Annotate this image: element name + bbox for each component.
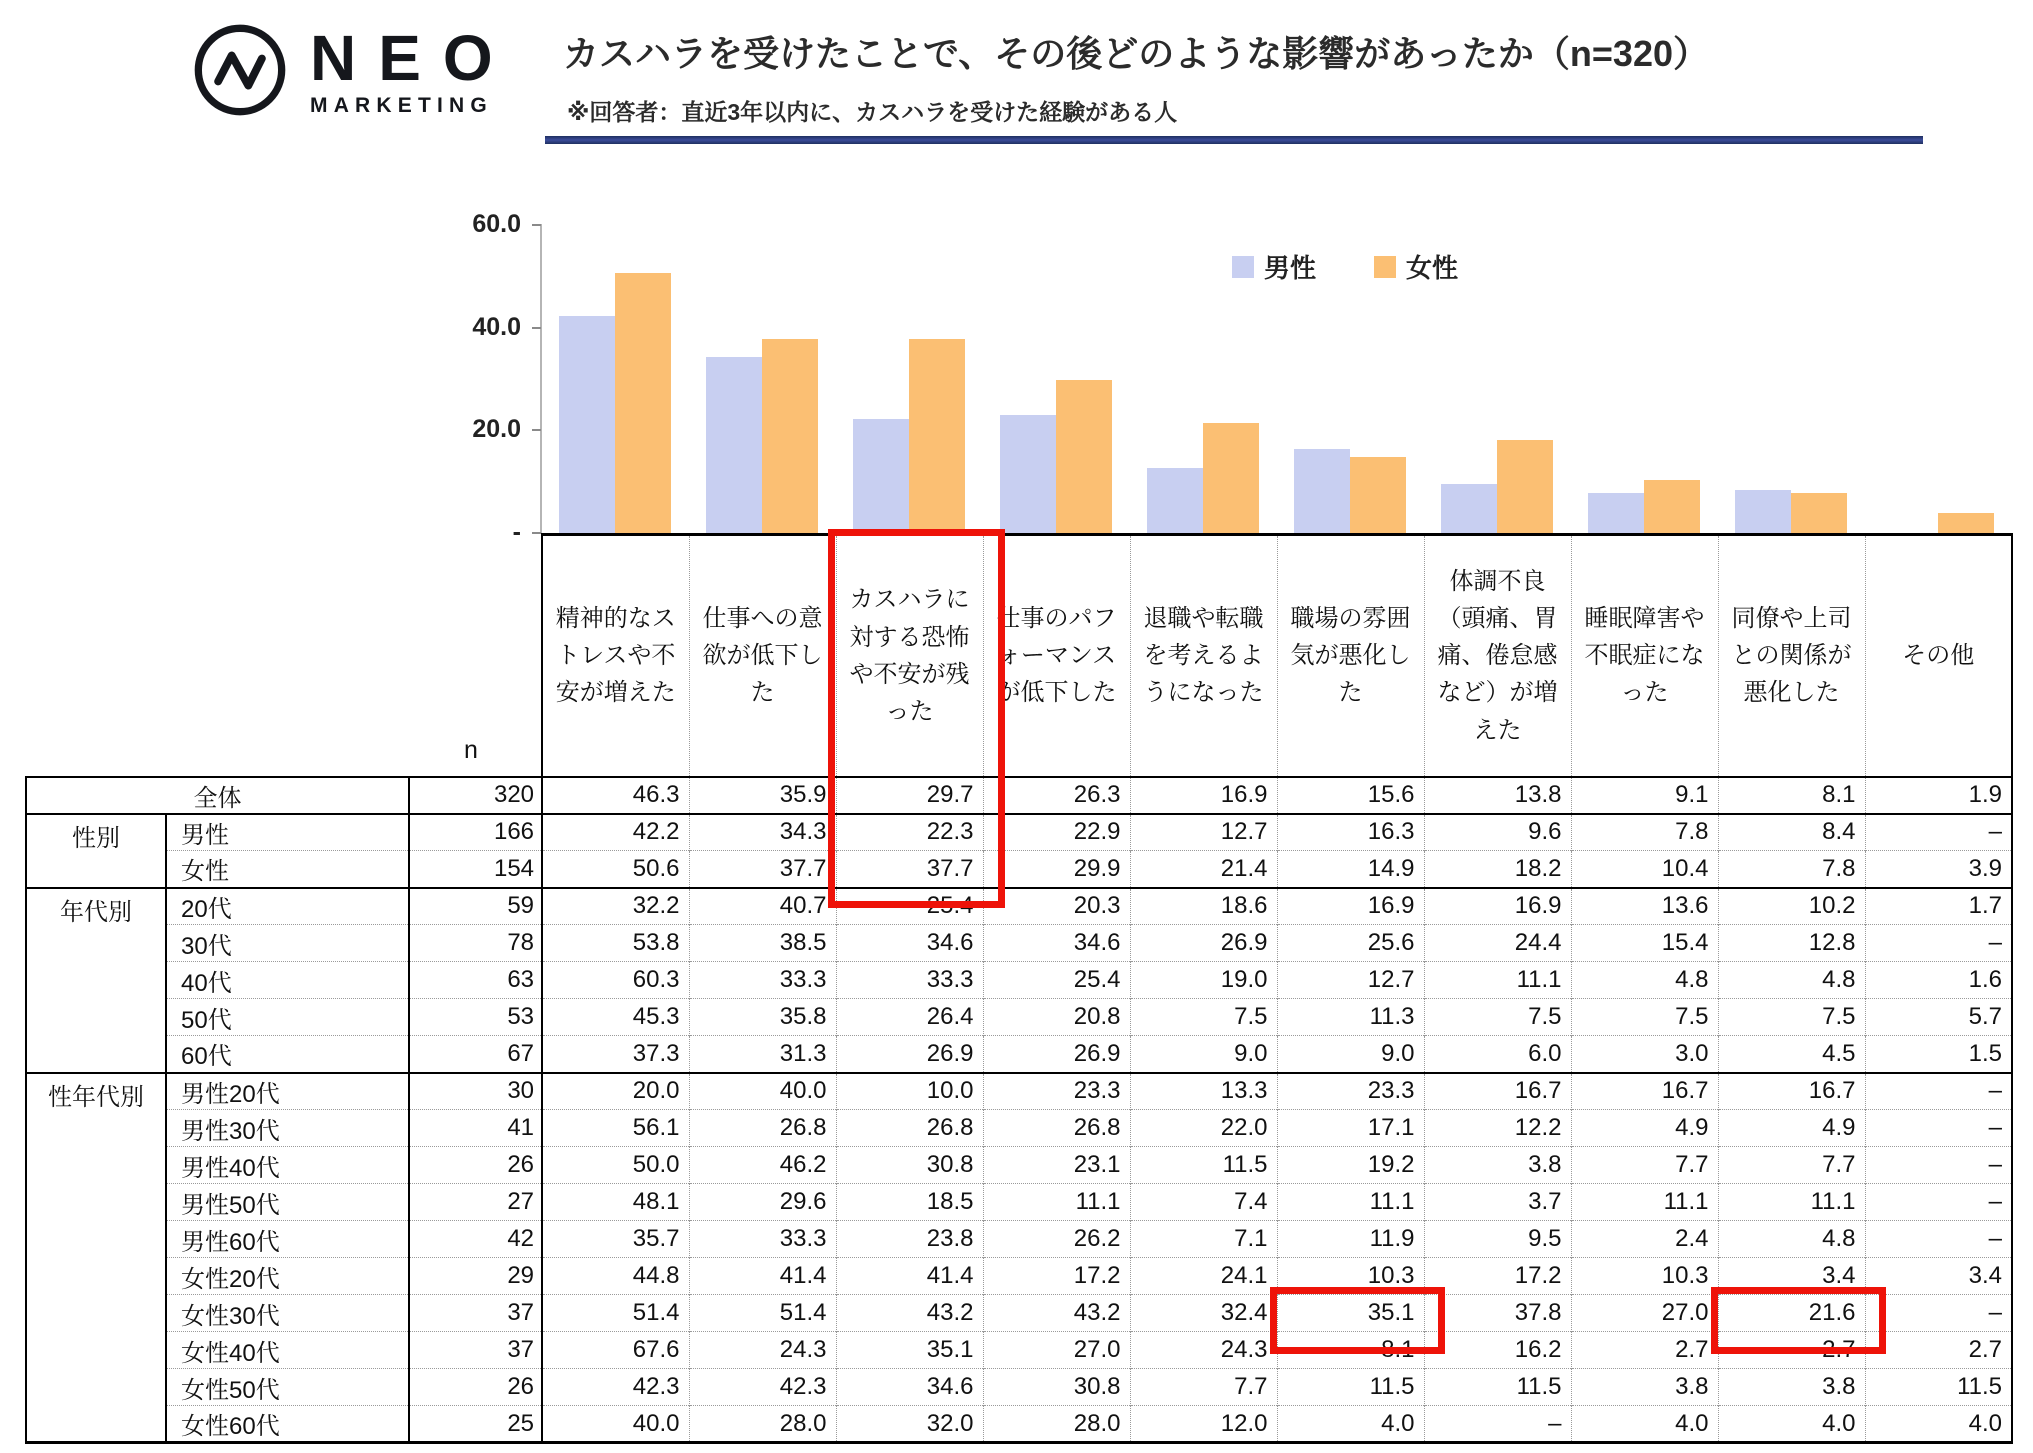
cell-value: 3.9: [1865, 851, 2012, 888]
cell-value: –: [1865, 1184, 2012, 1221]
cell-value: 48.1: [542, 1184, 689, 1221]
cell-value: 42.3: [689, 1369, 836, 1406]
cell-value: 7.7: [1571, 1147, 1718, 1184]
cell-value: 28.0: [689, 1406, 836, 1443]
cell-value: 1.5: [1865, 1036, 2012, 1073]
cell-value: 2.4: [1571, 1221, 1718, 1258]
neo-marketing-logo: [190, 20, 515, 120]
row-label: 女性60代: [166, 1406, 409, 1443]
cell-n: 63: [409, 962, 542, 999]
cell-value: 9.5: [1424, 1221, 1571, 1258]
logo-textblock: [310, 20, 515, 118]
bar-male: [559, 316, 615, 533]
cell-value: 3.8: [1571, 1369, 1718, 1406]
cell-n: 41: [409, 1110, 542, 1147]
cell-value: 3.7: [1424, 1184, 1571, 1221]
row-label: 40代: [166, 962, 409, 999]
bar-female: [1203, 423, 1259, 533]
cell-value: 3.8: [1424, 1147, 1571, 1184]
cell-value: 16.9: [1424, 888, 1571, 925]
bar-male: [1735, 490, 1791, 533]
cell-value: 18.5: [836, 1184, 983, 1221]
cell-value: 9.0: [1130, 1036, 1277, 1073]
cell-value: 14.9: [1277, 851, 1424, 888]
cell-value: 12.2: [1424, 1110, 1571, 1147]
cell-value: 11.9: [1277, 1221, 1424, 1258]
cell-value: 17.1: [1277, 1110, 1424, 1147]
cell-value: 13.8: [1424, 777, 1571, 814]
column-header: 仕事のパフォーマンスが低下した: [983, 535, 1130, 777]
cell-value: 11.1: [1571, 1184, 1718, 1221]
cell-value: 40.0: [542, 1406, 689, 1443]
y-axis-tick-mark: [532, 429, 541, 431]
y-axis-line: [540, 224, 542, 533]
cell-value: 12.0: [1130, 1406, 1277, 1443]
cell-value: 4.0: [1718, 1406, 1865, 1443]
header-spacer: [26, 535, 542, 777]
cell-value: 24.3: [689, 1332, 836, 1369]
bar-male: [1000, 415, 1056, 533]
cell-value: 26.9: [1130, 925, 1277, 962]
cell-value: 10.0: [836, 1073, 983, 1110]
cell-value: 15.4: [1571, 925, 1718, 962]
row-label: 50代: [166, 999, 409, 1036]
cell-value: 26.9: [983, 1036, 1130, 1073]
cell-value: 12.7: [1130, 814, 1277, 851]
logo-subtext: MARKETING: [310, 94, 493, 117]
cell-value: 44.8: [542, 1258, 689, 1295]
cell-value: –: [1865, 1221, 2012, 1258]
cell-value: 7.4: [1130, 1184, 1277, 1221]
cell-value: 53.8: [542, 925, 689, 962]
cell-value: 10.4: [1571, 851, 1718, 888]
title-underline: [545, 136, 1923, 144]
cell-value: 9.1: [1571, 777, 1718, 814]
cell-value: 24.1: [1130, 1258, 1277, 1295]
cell-value: 26.2: [983, 1221, 1130, 1258]
cell-value: 23.3: [983, 1073, 1130, 1110]
row-label: 女性: [166, 851, 409, 888]
cell-value: 7.7: [1130, 1369, 1277, 1406]
n-column-header: n: [464, 736, 478, 764]
bar-female: [1644, 480, 1700, 533]
cell-value: 51.4: [689, 1295, 836, 1332]
bar-female: [909, 339, 965, 533]
cell-value: 22.3: [836, 814, 983, 851]
bar-female: [1938, 513, 1994, 533]
cell-value: 41.4: [836, 1258, 983, 1295]
cell-value: 3.4: [1865, 1258, 2012, 1295]
column-header: 体調不良（頭痛、胃痛、倦怠感など）が増えた: [1424, 535, 1571, 777]
cell-value: 16.3: [1277, 814, 1424, 851]
cell-value: 32.2: [542, 888, 689, 925]
cell-n: 29: [409, 1258, 542, 1295]
row-label: 男性40代: [166, 1147, 409, 1184]
cell-value: 29.7: [836, 777, 983, 814]
row-label: 30代: [166, 925, 409, 962]
cell-value: 4.0: [1865, 1406, 2012, 1443]
cell-value: 4.9: [1718, 1110, 1865, 1147]
cell-value: 27.0: [1571, 1295, 1718, 1332]
cell-value: –: [1424, 1406, 1571, 1443]
cell-value: 43.2: [836, 1295, 983, 1332]
group-label: 年代別: [26, 888, 166, 1073]
cell-value: 33.3: [689, 1221, 836, 1258]
cell-value: 8.4: [1718, 814, 1865, 851]
cell-value: 35.1: [836, 1332, 983, 1369]
cell-value: 43.2: [983, 1295, 1130, 1332]
cell-value: 25.4: [983, 962, 1130, 999]
cell-value: 25.6: [1277, 925, 1424, 962]
cell-value: 42.2: [542, 814, 689, 851]
cell-value: 34.6: [836, 925, 983, 962]
cell-value: 67.6: [542, 1332, 689, 1369]
bar-male: [1441, 484, 1497, 533]
cell-n: 26: [409, 1369, 542, 1406]
cell-n: 166: [409, 814, 542, 851]
cell-value: 24.4: [1424, 925, 1571, 962]
cell-value: 7.5: [1424, 999, 1571, 1036]
cell-value: 17.2: [983, 1258, 1130, 1295]
cell-value: 8.1: [1718, 777, 1865, 814]
neo-logo-icon: [190, 20, 290, 120]
legend-swatch-male: [1232, 256, 1254, 278]
cell-value: 16.9: [1130, 777, 1277, 814]
cell-value: 24.3: [1130, 1332, 1277, 1369]
group-label: 性別: [26, 814, 166, 888]
cell-n: 53: [409, 999, 542, 1036]
cell-n: 25: [409, 1406, 542, 1443]
cell-value: 16.9: [1277, 888, 1424, 925]
cell-value: 34.3: [689, 814, 836, 851]
cell-value: 4.9: [1571, 1110, 1718, 1147]
row-label: 女性50代: [166, 1369, 409, 1406]
row-label: 男性50代: [166, 1184, 409, 1221]
cell-value: 56.1: [542, 1110, 689, 1147]
cell-value: 10.2: [1718, 888, 1865, 925]
cell-value: 11.5: [1424, 1369, 1571, 1406]
cell-value: 4.5: [1718, 1036, 1865, 1073]
cell-value: 31.3: [689, 1036, 836, 1073]
cell-value: 3.8: [1718, 1369, 1865, 1406]
cell-value: 35.7: [542, 1221, 689, 1258]
cell-value: 45.3: [542, 999, 689, 1036]
cell-value: 20.0: [542, 1073, 689, 1110]
cell-value: 46.2: [689, 1147, 836, 1184]
y-axis-tick-label: 20.0: [472, 415, 521, 444]
y-axis-tick-mark: [532, 327, 541, 329]
cell-value: 33.3: [689, 962, 836, 999]
bar-male: [1588, 493, 1644, 533]
cell-value: 35.1: [1277, 1295, 1424, 1332]
cell-value: 20.8: [983, 999, 1130, 1036]
cell-value: 4.0: [1571, 1406, 1718, 1443]
cell-value: –: [1865, 1110, 2012, 1147]
cell-value: 7.5: [1571, 999, 1718, 1036]
bar-female: [762, 339, 818, 533]
cell-value: 23.3: [1277, 1073, 1424, 1110]
cell-value: 41.4: [689, 1258, 836, 1295]
cell-n: 78: [409, 925, 542, 962]
cell-n: 37: [409, 1332, 542, 1369]
cell-value: 21.4: [1130, 851, 1277, 888]
column-header: 仕事への意欲が低下した: [689, 535, 836, 777]
cell-value: 27.0: [983, 1332, 1130, 1369]
cell-value: –: [1865, 814, 2012, 851]
cell-value: 37.3: [542, 1036, 689, 1073]
bar-male: [1147, 468, 1203, 533]
cell-value: 11.1: [983, 1184, 1130, 1221]
cell-value: 11.5: [1865, 1369, 2012, 1406]
cell-n: 59: [409, 888, 542, 925]
column-header: 同僚や上司との関係が悪化した: [1718, 535, 1865, 777]
cell-value: 7.5: [1718, 999, 1865, 1036]
cell-n: 27: [409, 1184, 542, 1221]
cell-value: 37.8: [1424, 1295, 1571, 1332]
legend-label: 男性: [1264, 253, 1317, 283]
cell-value: 23.1: [983, 1147, 1130, 1184]
cell-value: 20.3: [983, 888, 1130, 925]
bar-male: [706, 357, 762, 533]
cell-value: 1.7: [1865, 888, 2012, 925]
row-label: 女性20代: [166, 1258, 409, 1295]
cell-n: 154: [409, 851, 542, 888]
cell-value: 2.7: [1571, 1332, 1718, 1369]
cell-value: 17.2: [1424, 1258, 1571, 1295]
cell-value: 40.0: [689, 1073, 836, 1110]
cell-value: 26.3: [983, 777, 1130, 814]
cell-value: 2.7: [1718, 1332, 1865, 1369]
cell-value: 16.2: [1424, 1332, 1571, 1369]
cell-value: 26.8: [689, 1110, 836, 1147]
cell-value: 35.9: [689, 777, 836, 814]
column-header: 睡眠障害や不眠症になった: [1571, 535, 1718, 777]
bar-female: [615, 273, 671, 533]
cell-value: 22.0: [1130, 1110, 1277, 1147]
chart-legend: [1232, 248, 1458, 285]
y-axis-tick-label: 40.0: [472, 312, 521, 341]
results-table: [25, 533, 2013, 1444]
cell-value: –: [1865, 925, 2012, 962]
cell-n: 37: [409, 1295, 542, 1332]
y-axis-tick-label: 60.0: [472, 210, 521, 238]
cell-value: 26.4: [836, 999, 983, 1036]
cell-value: 10.3: [1571, 1258, 1718, 1295]
cell-value: 2.7: [1865, 1332, 2012, 1369]
cell-value: 4.8: [1571, 962, 1718, 999]
bar-female: [1791, 493, 1847, 533]
column-header: その他: [1865, 535, 2012, 777]
cell-value: 30.8: [983, 1369, 1130, 1406]
cell-value: 10.3: [1277, 1258, 1424, 1295]
column-header: 精神的なストレスや不安が増えた: [542, 535, 689, 777]
cell-n: 42: [409, 1221, 542, 1258]
cell-value: 15.6: [1277, 777, 1424, 814]
cell-value: 12.8: [1718, 925, 1865, 962]
cell-value: 7.8: [1718, 851, 1865, 888]
cell-value: –: [1865, 1073, 2012, 1110]
cell-value: 18.2: [1424, 851, 1571, 888]
cell-value: 22.9: [983, 814, 1130, 851]
cell-value: 3.0: [1571, 1036, 1718, 1073]
cell-value: 7.5: [1130, 999, 1277, 1036]
cell-value: 13.3: [1130, 1073, 1277, 1110]
cell-value: 16.7: [1718, 1073, 1865, 1110]
row-label: 女性40代: [166, 1332, 409, 1369]
cell-value: 11.3: [1277, 999, 1424, 1036]
cell-value: 12.7: [1277, 962, 1424, 999]
cell-value: 23.8: [836, 1221, 983, 1258]
cell-value: 29.9: [983, 851, 1130, 888]
cell-n: 30: [409, 1073, 542, 1110]
cell-value: 11.5: [1130, 1147, 1277, 1184]
cell-value: 4.8: [1718, 962, 1865, 999]
cell-n: 320: [409, 777, 542, 814]
cell-value: 35.8: [689, 999, 836, 1036]
legend-item-female: [1374, 248, 1458, 285]
cell-n: 67: [409, 1036, 542, 1073]
cell-value: 9.6: [1424, 814, 1571, 851]
cell-value: 37.7: [689, 851, 836, 888]
logo-text: NEO: [310, 22, 515, 94]
row-label: 男性20代: [166, 1073, 409, 1110]
cell-value: 4.8: [1718, 1221, 1865, 1258]
row-label: 20代: [166, 888, 409, 925]
cell-value: 34.6: [836, 1369, 983, 1406]
cell-value: 33.3: [836, 962, 983, 999]
y-axis-tick-label: -: [512, 518, 521, 546]
bar-female: [1350, 457, 1406, 533]
cell-value: 32.4: [1130, 1295, 1277, 1332]
cell-value: –: [1865, 1147, 2012, 1184]
y-axis-tick-mark: [532, 224, 541, 226]
cell-value: 11.5: [1277, 1369, 1424, 1406]
cell-value: 11.1: [1277, 1184, 1424, 1221]
bar-female: [1497, 440, 1553, 533]
cell-value: 42.3: [542, 1369, 689, 1406]
page-subtitle: ※回答者：直近3年以内に、カスハラを受けた経験がある人: [567, 99, 1178, 125]
cell-value: 5.7: [1865, 999, 2012, 1036]
cell-value: 11.1: [1718, 1184, 1865, 1221]
legend-swatch-female: [1374, 256, 1396, 278]
cell-value: 3.4: [1718, 1258, 1865, 1295]
cell-value: 16.7: [1424, 1073, 1571, 1110]
row-label-total: 全体: [26, 777, 409, 814]
bar-male: [1294, 449, 1350, 533]
column-header: 職場の雰囲気が悪化した: [1277, 535, 1424, 777]
cell-value: 16.7: [1571, 1073, 1718, 1110]
cell-value: 18.6: [1130, 888, 1277, 925]
cell-value: 19.2: [1277, 1147, 1424, 1184]
row-label: 60代: [166, 1036, 409, 1073]
cell-value: 21.6: [1718, 1295, 1865, 1332]
cell-value: 34.6: [983, 925, 1130, 962]
cell-value: 51.4: [542, 1295, 689, 1332]
cell-value: 30.8: [836, 1147, 983, 1184]
cell-value: 29.6: [689, 1184, 836, 1221]
cell-value: 1.6: [1865, 962, 2012, 999]
cell-value: 7.8: [1571, 814, 1718, 851]
cell-value: 26.9: [836, 1036, 983, 1073]
row-label: 男性30代: [166, 1110, 409, 1147]
cell-value: 40.7: [689, 888, 836, 925]
cell-value: 46.3: [542, 777, 689, 814]
cell-value: 50.0: [542, 1147, 689, 1184]
cell-value: 60.3: [542, 962, 689, 999]
cell-value: 7.7: [1718, 1147, 1865, 1184]
cell-value: 4.0: [1277, 1406, 1424, 1443]
cell-value: 8.1: [1277, 1332, 1424, 1369]
page-title: カスハラを受けたことで、その後どのような影響があったか（n=320）: [563, 33, 1709, 74]
cell-value: 50.6: [542, 851, 689, 888]
cell-value: 9.0: [1277, 1036, 1424, 1073]
cell-value: 37.7: [836, 851, 983, 888]
column-header: カスハラに対する恐怖や不安が残った: [836, 535, 983, 777]
group-label: 性年代別: [26, 1073, 166, 1443]
cell-value: 13.6: [1571, 888, 1718, 925]
cell-value: 38.5: [689, 925, 836, 962]
bar-male: [853, 419, 909, 533]
cell-value: 28.0: [983, 1406, 1130, 1443]
legend-label: 女性: [1406, 253, 1459, 283]
cell-n: 26: [409, 1147, 542, 1184]
cell-value: 25.4: [836, 888, 983, 925]
cell-value: 19.0: [1130, 962, 1277, 999]
row-label: 女性30代: [166, 1295, 409, 1332]
cell-value: –: [1865, 1295, 2012, 1332]
cell-value: 26.8: [983, 1110, 1130, 1147]
cell-value: 26.8: [836, 1110, 983, 1147]
bar-female: [1056, 380, 1112, 533]
cell-value: 11.1: [1424, 962, 1571, 999]
cell-value: 1.9: [1865, 777, 2012, 814]
cell-value: 32.0: [836, 1406, 983, 1443]
row-label: 男性60代: [166, 1221, 409, 1258]
row-label: 男性: [166, 814, 409, 851]
cell-value: 7.1: [1130, 1221, 1277, 1258]
legend-item-male: [1232, 248, 1316, 285]
column-header: 退職や転職を考えるようになった: [1130, 535, 1277, 777]
cell-value: 6.0: [1424, 1036, 1571, 1073]
